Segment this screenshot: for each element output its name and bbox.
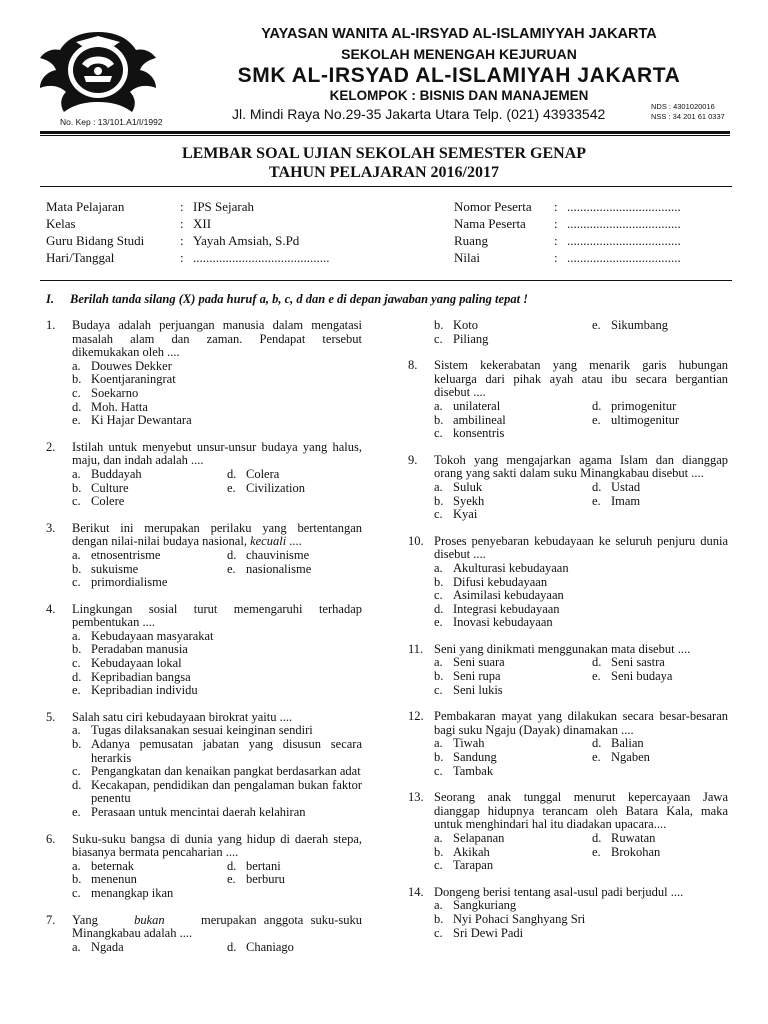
questions-right-column (408, 319, 728, 953)
option-b[interactable]: b. Syekh (434, 493, 485, 508)
question-text: Seni yang dinikmati menggunakan mata disebut .... (434, 641, 691, 656)
question-text: Seorang anak tunggal menurut kepercayaan Jawa dianggap hidupnya terancam oleh Batara Kala, maka untuk menghindari hal itu diadakan upacara.... (434, 790, 728, 832)
question-number: 14. (408, 884, 424, 899)
option-d[interactable]: d. Integrasi kebudayaan (434, 601, 560, 616)
option-e[interactable]: e. Imam (592, 493, 641, 508)
option-d[interactable]: d. Kecakapan, pendidikan dan pengalaman bukan faktor penentu (72, 777, 362, 806)
option-e[interactable]: e. Ki Hajar Dewantara (72, 413, 192, 428)
option-d[interactable]: d. primogenitur (592, 398, 677, 413)
option-a[interactable]: a. Suluk (434, 479, 483, 494)
option-e[interactable]: e. Brokohan (592, 844, 661, 859)
header-rule-thin (40, 135, 730, 136)
option-a[interactable]: a. Seni suara (434, 655, 505, 670)
question-13 (408, 791, 728, 873)
question-7-continued (408, 319, 728, 346)
info-sep: : (180, 199, 184, 214)
question-text: Sistem kekerabatan yang menarik garis hubungan keluarga dari pihak ayah atau ibu secara bergantian disebut .... (434, 358, 728, 400)
option-c[interactable]: c. Tarapan (434, 858, 494, 873)
option-b[interactable]: b. Seni rupa (434, 669, 501, 684)
option-d[interactable]: d. Ruwatan (592, 831, 656, 845)
info-row (454, 215, 681, 232)
option-d[interactable]: d. Colera (227, 466, 280, 481)
option-b[interactable]: b. Koto (434, 318, 478, 332)
school-codes (651, 102, 725, 121)
question-7 (46, 914, 362, 955)
option-c[interactable]: c. Soekarno (72, 385, 139, 400)
nss-code: NSS : 34 201 61 0337 (651, 111, 725, 121)
school-name: SMK AL-IRSYAD AL-ISLAMIYAH JAKARTA (237, 64, 681, 87)
option-b[interactable]: b. Sandung (434, 750, 497, 765)
question-2 (46, 441, 362, 509)
info-sep: : (180, 216, 184, 231)
info-value: .......................................... (193, 250, 330, 265)
option-b[interactable]: b. Culture (72, 480, 129, 495)
info-label: Nilai (454, 250, 480, 265)
instruction-number: I. (46, 292, 54, 306)
question-number: 3. (46, 520, 56, 535)
info-rule (40, 280, 732, 281)
info-row (454, 249, 681, 266)
info-sep: : (554, 216, 558, 231)
question-number: 6. (46, 831, 56, 846)
info-right (454, 198, 681, 266)
question-number: 10. (408, 533, 424, 548)
option-c[interactable]: c. Piliang (434, 331, 489, 346)
question-text: Budaya adalah perjuangan manusia dalam mengatasi masalah alam dan zaman. Pendapat tersebut dikemukakan oleh .... (72, 318, 362, 360)
question-4 (46, 603, 362, 698)
question-text: Proses penyebaran kebudayaan ke seluruh penjuru dunia disebut .... (434, 533, 728, 562)
school-type: SEKOLAH MENENGAH KEJURUAN (341, 46, 577, 62)
question-number: 12. (408, 709, 424, 724)
info-sep: : (554, 233, 558, 248)
question-text: Lingkungan sosial turut memengaruhi terhadap pembentukan .... (72, 601, 362, 630)
option-c[interactable]: c. Tambak (434, 763, 494, 778)
info-row (46, 198, 330, 215)
info-label: Nomor Peserta (454, 199, 532, 214)
question-number: 9. (408, 452, 418, 467)
question-number: 5. (46, 709, 56, 724)
info-value: ................................... (567, 199, 681, 214)
info-row (46, 249, 330, 266)
question-number: 8. (408, 358, 418, 373)
option-d[interactable]: d. Seni sastra (592, 655, 665, 670)
option-e[interactable]: e. Sikumbang (592, 318, 668, 332)
info-value: IPS Sejarah (193, 199, 255, 214)
option-d[interactable]: d. chauvinisme (227, 547, 310, 562)
kep-number: No. Kep : 13/101.A1/I/1992 (60, 117, 163, 127)
option-c[interactable]: c. primordialisme (72, 575, 168, 590)
option-a[interactable]: a. Ngada (72, 939, 124, 954)
option-b[interactable]: b. ambilineal (434, 412, 506, 427)
questions-left-column (46, 319, 362, 967)
question-8 (408, 359, 728, 441)
info-row (46, 232, 330, 249)
option-b[interactable]: b. sukuisme (72, 561, 139, 576)
option-d[interactable]: d. Balian (592, 736, 644, 751)
option-b[interactable]: b. Adanya pemusatan jabatan yang disusun secara herarkis (72, 737, 362, 765)
question-number: 4. (46, 601, 56, 616)
option-c[interactable]: c. Asimilasi kebudayaan (434, 588, 564, 603)
info-value: ................................... (567, 250, 681, 265)
instruction-text: Berilah tanda silang (X) pada huruf a, b, c, d dan e di depan jawaban yang paling tepat ! (70, 292, 529, 306)
option-c[interactable]: c. Kyai (434, 507, 478, 522)
foundation-name: YAYASAN WANITA AL-IRSYAD AL-ISLAMIYYAH JAKARTA (261, 26, 657, 42)
exam-title: LEMBAR SOAL UJIAN SEKOLAH SEMESTER GENAP (181, 145, 587, 162)
info-row (46, 215, 330, 232)
info-value: XII (193, 216, 212, 231)
nds-code: NDS : 4301020016 (651, 102, 715, 111)
option-c[interactable]: c. Pengangkatan dan kenaikan pangkat berdasarkan adat (72, 764, 361, 779)
option-b[interactable]: b. Akikah (434, 844, 490, 859)
question-text: Berikut ini merupakan perilaku yang bertentangan dengan nilai-nilai budaya nasional, kecuali .... (72, 520, 362, 549)
question-number: 7. (46, 912, 56, 927)
info-sep: : (554, 250, 558, 265)
option-a[interactable]: a. Tiwah (434, 736, 485, 751)
option-c[interactable]: c. menangkap ikan (72, 885, 174, 900)
info-row (454, 198, 681, 215)
question-14 (408, 886, 728, 940)
option-e[interactable]: e. nasionalisme (227, 561, 312, 576)
option-e[interactable]: e. Kepribadian individu (72, 683, 198, 698)
info-label: Mata Pelajaran (46, 199, 125, 214)
question-9 (408, 454, 728, 522)
question-text: Suku-suku bangsa di dunia yang hidup di daerah stepa, biasanya bermata pencaharian .... (72, 831, 362, 860)
option-d[interactable]: d. Ustad (592, 479, 641, 494)
instruction (46, 292, 528, 307)
option-a[interactable]: a. Tugas dilaksanakan sesuai keinginan sendiri (72, 723, 313, 738)
info-sep: : (180, 250, 184, 265)
question-3 (46, 522, 362, 590)
header-rule-thick (40, 131, 730, 134)
option-e[interactable]: e. ultimogenitur (592, 412, 680, 427)
option-b[interactable]: b. Difusi kebudayaan (434, 574, 548, 589)
option-a[interactable]: a. Akulturasi kebudayaan (434, 560, 569, 575)
option-a[interactable]: a. beternak (72, 858, 135, 873)
option-a[interactable]: a. Sangkuriang (434, 898, 517, 913)
question-text: Istilah untuk menyebut unsur-unsur budaya yang halus, maju, dan indah adalah .... (72, 439, 362, 468)
option-d[interactable]: d. Kepribadian bangsa (72, 669, 191, 684)
option-e[interactable]: e. Perasaan untuk mencintai daerah kelahiran (72, 805, 306, 819)
option-d[interactable]: d. Moh. Hatta (72, 399, 148, 414)
school-group: KELOMPOK : BISNIS DAN MANAJEMEN (329, 88, 589, 103)
option-c[interactable]: c. Seni lukis (434, 682, 503, 697)
option-a[interactable]: a. etnosentrisme (72, 547, 161, 562)
title-rule (40, 186, 732, 187)
question-text: Dongeng berisi tentang asal-usul padi berjudul .... (434, 884, 684, 899)
info-label: Ruang (454, 233, 488, 248)
option-a[interactable]: a. Selapanan (434, 831, 505, 845)
question-1 (46, 319, 362, 428)
question-number: 13. (408, 790, 424, 805)
question-12 (408, 710, 728, 778)
question-text: Salah satu ciri kebudayaan birokrat yaitu .... (72, 709, 293, 724)
school-logo (38, 28, 158, 114)
option-a[interactable]: a. Douwes Dekker (72, 358, 172, 373)
info-sep: : (554, 199, 558, 214)
info-label: Hari/Tanggal (46, 250, 115, 265)
info-label: Kelas (46, 216, 76, 231)
question-6 (46, 833, 362, 901)
info-value: ................................... (567, 233, 681, 248)
question-number: 11. (408, 641, 424, 656)
info-sep: : (180, 233, 184, 248)
option-c[interactable]: c. Colere (72, 494, 125, 509)
option-c[interactable]: c. konsentris (434, 426, 505, 441)
question-text: Pembakaran mayat yang dilakukan secara besar-besaran bagi suku Ngaju (Dayak) dinamakan .... (434, 709, 728, 737)
option-e[interactable]: e. berburu (227, 872, 285, 887)
question-11 (408, 643, 728, 697)
info-label: Guru Bidang Studi (46, 233, 145, 248)
question-5 (46, 711, 362, 820)
option-a[interactable]: a. Kebudayaan masyarakat (72, 628, 214, 643)
info-left (46, 198, 330, 266)
question-text: Tokoh yang mengajarkan agama Islam dan dianggap orang yang sakti dalam suku Minangkabau disebut .... (434, 452, 728, 481)
option-c[interactable]: c. Sri Dewi Padi (434, 925, 524, 940)
question-text: Yang bukan merupakan anggota suku-suku Minangkabau adalah .... (72, 912, 362, 941)
info-row (454, 232, 681, 249)
question-number: 2. (46, 439, 56, 454)
question-number: 1. (46, 318, 56, 332)
option-b[interactable]: b. menenun (72, 872, 137, 887)
exam-year: TAHUN PELAJARAN 2016/2017 (269, 164, 499, 181)
question-10 (408, 535, 728, 630)
option-d[interactable]: d. bertani (227, 858, 281, 873)
info-label: Nama Peserta (454, 216, 526, 231)
option-a[interactable]: a. Buddayah (72, 466, 142, 481)
school-address: Jl. Mindi Raya No.29-35 Jakarta Utara Telp. (021) 43933542 (232, 106, 606, 122)
option-d[interactable]: d. Chaniago (227, 939, 294, 954)
option-e[interactable]: e. Civilization (227, 480, 306, 495)
option-b[interactable]: b. Peradaban manusia (72, 642, 188, 657)
option-b[interactable]: b. Koentjaraningrat (72, 372, 176, 387)
option-a[interactable]: a. unilateral (434, 398, 501, 413)
option-e[interactable]: e. Ngaben (592, 750, 650, 765)
option-c[interactable]: c. Kebudayaan lokal (72, 656, 182, 671)
option-e[interactable]: e. Inovasi kebudayaan (434, 615, 553, 630)
info-value: Yayah Amsiah, S.Pd (193, 233, 300, 248)
option-b[interactable]: b. Nyi Pohaci Sanghyang Sri (434, 911, 586, 926)
info-value: ................................... (567, 216, 681, 231)
option-e[interactable]: e. Seni budaya (592, 669, 673, 684)
